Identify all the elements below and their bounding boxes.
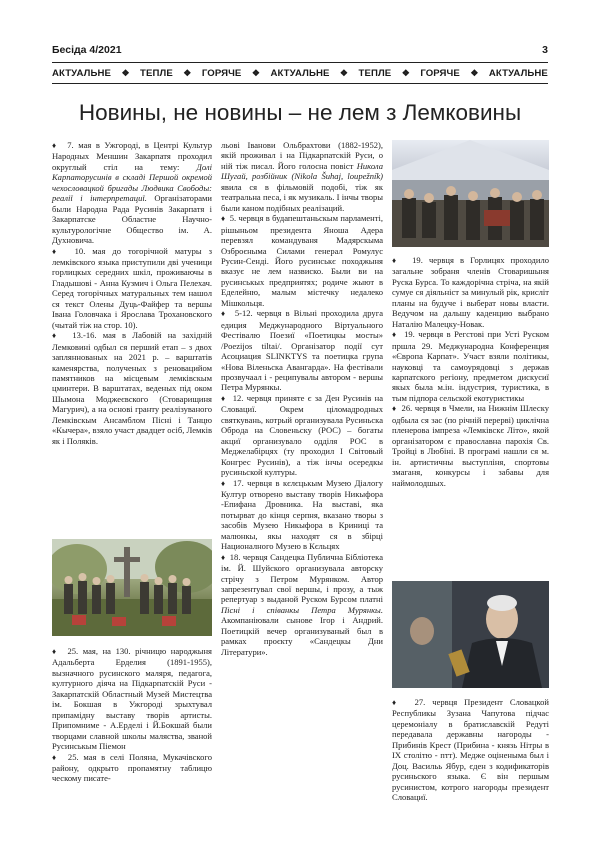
rubric-item: АКТУАЛЬНЕ	[270, 67, 330, 79]
rubric-item: ТЕПЛЕ	[358, 67, 392, 79]
rubric-item: ГОРЯЧЕ	[420, 67, 460, 79]
news-item: ♦ 25. мая в селі Поляна, Мукачівского району, одкрыто пропамятну таблицю ческому писате-	[52, 752, 212, 784]
rubric-item: АКТУАЛЬНЕ	[52, 67, 112, 79]
separator-icon: ❖	[121, 67, 130, 78]
column-1-lower	[52, 646, 212, 784]
photo-award-ceremony	[392, 581, 549, 688]
news-item: ♦ 7. мая в Ужгороді, в Центрі Культур Народных Меншин Закарпатя проходил округлый стіл на тему: Долі Карпаторусинів в складі Першой окремой чехословацкой бригады Людвика Свободы: реалії і інтерпретациї. Організаторами были Народна Рада Русинів Закарпатя і Закарпатске Областне Научно-культурологічне Обществo ім. А. Духновича.	[52, 140, 212, 246]
column-3	[392, 255, 549, 488]
column-3-lower	[392, 697, 549, 803]
column-1	[52, 140, 212, 446]
news-item: ♦ 12. червця приняте є за Ден Русинів на Словациї. Окрем ціломадрoдных святкувань, котрый организувала Русиньска Обрoда на Словеньску (РОС) – богаты акциї организувало одділя РОС в Меджелабірцях (ту проходил І Світовый Конгрес Русинів), а тіж інчы осередкы русиньской културы.	[221, 393, 383, 478]
column-2	[221, 140, 383, 657]
news-item: ♦ 5. червця в будапештаньскым парламенті, рішыньом президента Яноша Адера перевзял командуваня Мадярскыма Озброєныма Силами генерал Ромулус Русин-Сенді. Його русинськє походжыня вказує не лем назвиско. Были ви на русинськых предприятях; родиче жыют в Еделейню, малым містечку недалеко Мішкольця.	[221, 213, 383, 308]
news-item: ♦ 17. червця в кєлєцькым Музею Діалогу Култур отворено выставу творів Никыфора -Епифана Дровника. На выставі, яка потырват до кінця серпня, вказано творы з засобів Музею Никыфора в Криниці та малюнкы, якы находят ся в збірці Националного Музею в Кєльцях	[221, 478, 383, 552]
page-number: 3	[542, 44, 548, 56]
news-item: ♦ 18. червця Сандецка Публична Бібліотека ім. Й. Шуйского организувала авторску стрічу з Петром Мурянком. Автор запрезентувал свої вершы, і прозу, а тыж репертуар з выданой Руском Бурсом платні Пісні і співанкы Петра Мурянкы. Акомпаніювали сынове Ігор і Андрий. Поетицкій вечер организуваный был в рамках проєкту «Сандецкы Дни Літератури».	[221, 552, 383, 658]
news-item: ♦ 10. мая до тогорічной матуры з лемківского языка приступили дві ученици горлицкых середних шкіл, проживаючы в Гладышові - Анна Кузмич і Ольга Пелехач. Серед тогорічных матуральных тем нашол ся текст Олены Дуць-Файфер та вершы Івана Головчака і Ярослава Трохановского (чытай тіж на стор. 10).	[52, 246, 212, 331]
rubric-item: АКТУАЛЬНЕ	[488, 67, 548, 79]
news-item: ♦ 19. червця в Регстові при Усті Руском пршла 29. Меджународна Конференция «Європа Карпат». Участ взяли політикы, науковці та самоурядовці з держав карпатского регіону, предметом дискусиї якых была м.ін. індустрия, туристика, в тым підпора сельской екотуристикы	[392, 329, 549, 403]
news-item: ♦ 25. мая, на 130. річницю народжыня Адальберта Ерделия (1891-1955), вызначного русинского маляря, педагога, културного діяча на Підкарпатскій Руси - Закарпатскій Областный Музей Мистецтва ім. Бокшая в Ужгороді зрыхтувал припаміднy выставу творів артисты. Припомниме - А.Ерделі і Й.Бокшай были творцами славной школы маляства, званой Русинськым Піемон	[52, 646, 212, 752]
news-item-continued: льові Іванови Ольбрахтови (1882-1952), якій проживал і на Підкарпатскій Руси, о ній тіж писал. Його голосна повіст Никола Шугай, розбійник (Nikola Šuhaj, loupežník) явила ся в фільмовій подобі, тіж як театральна песа, і як музикаль. І інчы творы были каном подібных реалізаций.	[221, 140, 383, 213]
rubric-item: ГОРЯЧЕ	[201, 67, 242, 79]
separator-icon: ❖	[183, 67, 192, 78]
photo-outdoor-meeting	[392, 140, 549, 247]
issue-label: Бесіда 4/2021	[52, 44, 122, 56]
rubric-item: ТЕПЛЕ	[140, 67, 173, 79]
separator-icon: ❖	[401, 67, 410, 78]
news-item: ♦ 27. червця Президент Словацкой Республикы Зузана Чапутова підчас церемоніалу в братиславскій Редуті передавала державны нагороды - Прибинів Крест (Прибина - князь Нітры в IX столітю - птт). Медже оціненыма был і Доц. Васильь Ябур, єден з кодификаторів русиньского языка. Є він першым русинистом, котрого нагороды президент Словациї.	[392, 697, 549, 803]
separator-icon: ❖	[339, 67, 349, 78]
photo-group-outdoor	[52, 539, 212, 636]
news-item: ♦ 19. червця в Горлицях проходило загальне зобраня членів Стоваришыня Руска Бурса. То каждорічна стріча, на якій сумуе ся діяльніст за минулый рік, крисліт планы на будучe і выберат новы власти. Ведучом на дальшу каденцию выбрано Наталію Малецку-Новак.	[392, 255, 549, 329]
news-item: ♦ 13.-16. мая в Лабовій на західній Лемковині одбыл ся перший етап – з двох запляннованых на 2021 р. – варштатів каменярства, полученых з реновацийом памятников на місцевым лемківскым цминтери. В варштатах, веденых під оком Шымона Моджеєвского (Стоварищиня Магурич), а на основі гранту реалізуваного Лемківскым Ансамблом Пісні і Танцю «Кычера», взяло учаcт двадцет осіб, Лемків як і Поляків.	[52, 330, 212, 446]
rubric-band	[52, 62, 548, 84]
separator-icon: ❖	[470, 67, 479, 78]
page-header	[52, 44, 548, 58]
news-item: ♦ 5-12. червця в Вільні проходила друга едиция Меджународного Віртуального Фестівалю Поезиї «Поетицкы мосты» /Poezijos tiltai/. Організатор події сут Асоциация SLINKTYS та поетицка група «Нова Віленьска Авангарда». На фестівали прозвучаал і - реципувалы автором - вершы Петра Мурянкы.	[221, 308, 383, 393]
separator-icon: ❖	[251, 67, 261, 78]
news-item: ♦ 26. червця в Чмели, на Нижнім Шлеску одбыла ся зас (по річній перервi) циклічна пленерова імпреза «Лемківскє Літо», якой організатором є православна парохія Св. Тройці в Любіні. В програмі нашли ся м. ін. артистичны выступліня, спортовы змаганя, конкурсы і забавы для наймолодшых.	[392, 403, 549, 488]
article-title: Новины, не новины – не лем з Лемковины	[78, 100, 522, 125]
